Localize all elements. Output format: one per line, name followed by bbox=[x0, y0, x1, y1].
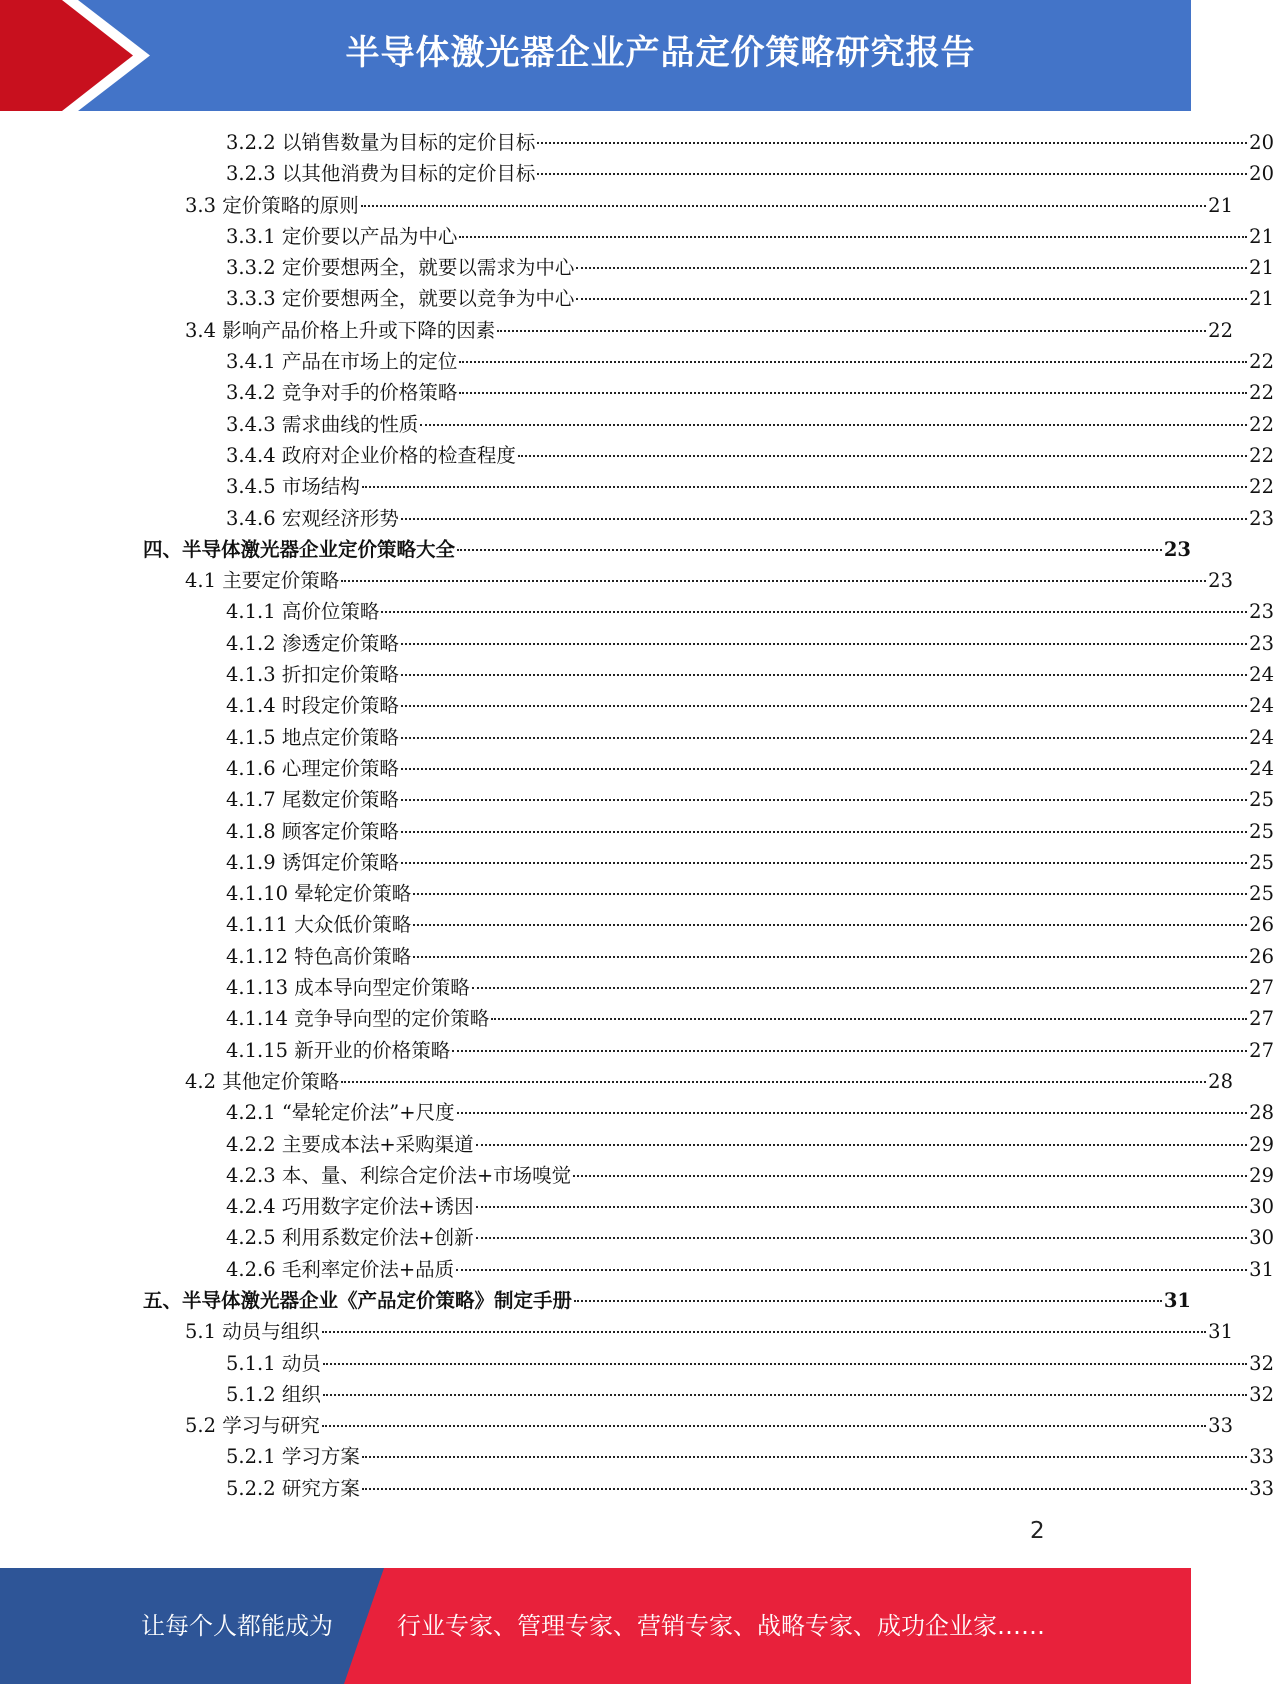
toc-entry[interactable] bbox=[0, 1410, 1233, 1441]
toc-entry-label: 4.1.11 大众低价策略 bbox=[226, 913, 412, 937]
toc-dot-leader bbox=[322, 1425, 1206, 1427]
toc-dot-leader bbox=[472, 987, 1247, 989]
toc-entry-label: 3.3 定价策略的原则 bbox=[185, 193, 359, 217]
toc-entry-label: 4.1.14 竞争导向型的定价策略 bbox=[226, 1007, 490, 1031]
toc-entry-label: 4.1.13 成本导向型定价策略 bbox=[226, 976, 470, 1000]
toc-dot-leader bbox=[341, 1081, 1206, 1083]
toc-entry[interactable] bbox=[0, 1473, 1274, 1504]
toc-dot-leader bbox=[401, 862, 1247, 864]
toc-dot-leader bbox=[476, 1206, 1248, 1208]
toc-entry-page: 32 bbox=[1249, 1382, 1274, 1406]
toc-entry-label: 3.2.3 以其他消费为目标的定价目标 bbox=[226, 162, 536, 186]
toc-entry-page: 28 bbox=[1249, 1101, 1274, 1125]
toc-entry[interactable] bbox=[0, 1222, 1274, 1253]
toc-entry-page: 23 bbox=[1249, 600, 1274, 624]
toc-entry[interactable] bbox=[0, 972, 1274, 1003]
toc-entry-page: 33 bbox=[1249, 1476, 1274, 1500]
toc-entry-label: 5.2 学习与研究 bbox=[185, 1414, 320, 1438]
toc-entry-page: 25 bbox=[1249, 882, 1274, 906]
toc-dot-leader bbox=[476, 1237, 1248, 1239]
toc-entry[interactable] bbox=[0, 503, 1274, 534]
toc-entry[interactable] bbox=[0, 909, 1274, 940]
toc-entry[interactable] bbox=[0, 440, 1274, 471]
toc-dot-leader bbox=[323, 1363, 1247, 1365]
toc-entry-page: 27 bbox=[1249, 1038, 1274, 1062]
toc-entry-label: 4.2.6 毛利率定价法+品质 bbox=[226, 1257, 455, 1281]
toc-entry-page: 25 bbox=[1249, 850, 1274, 874]
toc-entry-label: 五、半导体激光器企业《产品定价策略》制定手册 bbox=[143, 1288, 573, 1312]
toc-entry-page: 31 bbox=[1163, 1288, 1191, 1312]
toc-entry[interactable] bbox=[0, 1097, 1274, 1128]
toc-dot-leader bbox=[459, 392, 1247, 394]
toc-entry-label: 4.2.2 主要成本法+采购渠道 bbox=[226, 1132, 474, 1156]
toc-dot-leader bbox=[401, 705, 1247, 707]
toc-entry-page: 21 bbox=[1208, 193, 1233, 217]
toc-entry[interactable] bbox=[0, 409, 1274, 440]
toc-dot-leader bbox=[401, 674, 1247, 676]
toc-entry-label: 3.4.3 需求曲线的性质 bbox=[226, 412, 419, 436]
toc-entry-page: 22 bbox=[1208, 318, 1233, 342]
toc-entry-label: 4.1.5 地点定价策略 bbox=[226, 725, 399, 749]
table-of-contents bbox=[0, 127, 1274, 1504]
toc-dot-leader bbox=[576, 267, 1247, 269]
toc-dot-leader bbox=[401, 737, 1247, 739]
toc-entry-label: 4.2.1 “晕轮定价法”+尺度 bbox=[226, 1101, 455, 1125]
toc-entry[interactable] bbox=[0, 878, 1274, 909]
toc-entry[interactable] bbox=[0, 753, 1274, 784]
toc-entry-label: 4.1.10 晕轮定价策略 bbox=[226, 882, 412, 906]
toc-entry-page: 30 bbox=[1249, 1226, 1274, 1250]
page-header bbox=[0, 0, 1191, 111]
toc-entry-label: 4.1.12 特色高价策略 bbox=[226, 944, 412, 968]
toc-entry[interactable] bbox=[0, 847, 1274, 878]
toc-entry[interactable] bbox=[0, 1316, 1233, 1347]
toc-entry-label: 5.2.1 学习方案 bbox=[226, 1445, 360, 1469]
toc-entry-page: 32 bbox=[1249, 1351, 1274, 1375]
toc-entry-label: 4.1.2 渗透定价策略 bbox=[226, 631, 399, 655]
toc-dot-leader bbox=[361, 205, 1206, 207]
toc-entry-page: 31 bbox=[1249, 1257, 1274, 1281]
toc-entry[interactable] bbox=[0, 1066, 1233, 1097]
footer-slogan-right: 行业专家、管理专家、营销专家、战略专家、成功企业家…… bbox=[397, 1612, 1045, 1640]
toc-entry[interactable] bbox=[0, 1441, 1274, 1472]
toc-entry-label: 4.1.15 新开业的价格策略 bbox=[226, 1038, 451, 1062]
toc-entry-label: 3.4.4 政府对企业价格的检查程度 bbox=[226, 443, 516, 467]
toc-entry-page: 33 bbox=[1208, 1414, 1233, 1438]
toc-entry[interactable] bbox=[0, 941, 1274, 972]
toc-dot-leader bbox=[574, 1300, 1162, 1302]
toc-entry-label: 4.1.3 折扣定价策略 bbox=[226, 663, 399, 687]
toc-entry[interactable] bbox=[0, 1191, 1274, 1222]
toc-dot-leader bbox=[401, 518, 1247, 520]
toc-entry[interactable] bbox=[0, 1285, 1191, 1316]
toc-entry[interactable] bbox=[0, 1003, 1274, 1034]
toc-entry[interactable] bbox=[0, 346, 1274, 377]
toc-entry-page: 23 bbox=[1249, 506, 1274, 530]
toc-entry[interactable] bbox=[0, 1379, 1274, 1410]
toc-entry[interactable] bbox=[0, 628, 1274, 659]
toc-entry-label: 4.1.1 高价位策略 bbox=[226, 600, 380, 624]
toc-entry-label: 四、半导体激光器企业定价策略大全 bbox=[143, 537, 456, 561]
toc-dot-leader bbox=[401, 768, 1247, 770]
toc-entry[interactable] bbox=[0, 722, 1274, 753]
page-footer bbox=[0, 1568, 1191, 1684]
page-title: 半导体激光器企业产品定价策略研究报告 bbox=[345, 33, 976, 73]
toc-entry-page: 24 bbox=[1249, 725, 1274, 749]
toc-dot-leader bbox=[381, 611, 1247, 613]
toc-dot-leader bbox=[452, 1050, 1247, 1052]
toc-entry-page: 28 bbox=[1208, 1069, 1233, 1093]
toc-dot-leader bbox=[476, 1144, 1248, 1146]
toc-dot-leader bbox=[537, 173, 1247, 175]
toc-entry-page: 27 bbox=[1249, 976, 1274, 1000]
toc-dot-leader bbox=[457, 549, 1162, 551]
toc-entry[interactable] bbox=[0, 1035, 1274, 1066]
toc-dot-leader bbox=[518, 455, 1247, 457]
toc-entry-label: 3.4.2 竞争对手的价格策略 bbox=[226, 381, 458, 405]
toc-dot-leader bbox=[459, 361, 1247, 363]
footer-slogan-left: 让每个人都能成为 bbox=[141, 1612, 333, 1640]
toc-dot-leader bbox=[576, 298, 1247, 300]
toc-entry[interactable] bbox=[0, 377, 1274, 408]
toc-dot-leader bbox=[413, 924, 1247, 926]
toc-entry[interactable] bbox=[0, 1348, 1274, 1379]
toc-entry-label: 4.2.4 巧用数字定价法+诱因 bbox=[226, 1195, 474, 1219]
toc-entry[interactable] bbox=[0, 127, 1274, 158]
toc-entry-label: 5.1.1 动员 bbox=[226, 1351, 321, 1375]
toc-entry[interactable] bbox=[0, 816, 1274, 847]
toc-entry[interactable] bbox=[0, 283, 1274, 314]
toc-entry-page: 26 bbox=[1249, 944, 1274, 968]
toc-entry[interactable] bbox=[0, 659, 1274, 690]
toc-entry-page: 21 bbox=[1249, 287, 1274, 311]
toc-entry-label: 4.1.4 时段定价策略 bbox=[226, 694, 399, 718]
toc-entry[interactable] bbox=[0, 221, 1274, 252]
toc-entry-page: 30 bbox=[1249, 1195, 1274, 1219]
toc-dot-leader bbox=[573, 1175, 1247, 1177]
toc-dot-leader bbox=[413, 893, 1247, 895]
toc-dot-leader bbox=[323, 1394, 1247, 1396]
toc-dot-leader bbox=[322, 1331, 1206, 1333]
toc-entry-label: 4.1.8 顾客定价策略 bbox=[226, 819, 399, 843]
toc-dot-leader bbox=[420, 424, 1247, 426]
toc-entry[interactable] bbox=[0, 471, 1274, 502]
toc-entry[interactable] bbox=[0, 690, 1274, 721]
toc-dot-leader bbox=[401, 643, 1247, 645]
toc-entry-page: 31 bbox=[1208, 1320, 1233, 1344]
toc-entry-page: 25 bbox=[1249, 819, 1274, 843]
toc-dot-leader bbox=[341, 580, 1206, 582]
toc-entry-page: 22 bbox=[1249, 412, 1274, 436]
toc-entry-label: 4.2.3 本、量、利综合定价法+市场嗅觉 bbox=[226, 1163, 572, 1187]
toc-entry[interactable] bbox=[0, 1254, 1274, 1285]
toc-dot-leader bbox=[362, 1488, 1247, 1490]
toc-entry-page: 27 bbox=[1249, 1007, 1274, 1031]
toc-entry-label: 3.2.2 以销售数量为目标的定价目标 bbox=[226, 131, 536, 154]
toc-entry[interactable] bbox=[0, 252, 1274, 283]
toc-entry-page: 20 bbox=[1249, 131, 1274, 154]
toc-entry-page: 29 bbox=[1249, 1163, 1274, 1187]
toc-entry-page: 20 bbox=[1249, 162, 1274, 186]
toc-entry-page: 23 bbox=[1163, 537, 1191, 561]
toc-dot-leader bbox=[362, 1456, 1247, 1458]
toc-entry-label: 3.3.3 定价要想两全，就要以竞争为中心 bbox=[226, 287, 575, 311]
toc-dot-leader bbox=[497, 330, 1206, 332]
toc-entry-page: 26 bbox=[1249, 913, 1274, 937]
toc-dot-leader bbox=[456, 1269, 1247, 1271]
toc-dot-leader bbox=[491, 1018, 1247, 1020]
toc-dot-leader bbox=[401, 831, 1247, 833]
toc-entry-page: 24 bbox=[1249, 663, 1274, 687]
toc-dot-leader bbox=[401, 799, 1247, 801]
toc-entry-page: 23 bbox=[1249, 631, 1274, 655]
toc-entry-label: 3.4.1 产品在市场上的定位 bbox=[226, 350, 458, 374]
toc-entry-label: 4.2 其他定价策略 bbox=[185, 1069, 340, 1093]
toc-entry[interactable] bbox=[0, 315, 1233, 346]
toc-entry[interactable] bbox=[0, 190, 1233, 221]
toc-entry-page: 22 bbox=[1249, 443, 1274, 467]
toc-entry[interactable] bbox=[0, 534, 1191, 565]
toc-entry-label: 3.4.5 市场结构 bbox=[226, 475, 360, 499]
toc-entry[interactable] bbox=[0, 1129, 1274, 1160]
toc-entry-label: 5.1 动员与组织 bbox=[185, 1320, 320, 1344]
toc-entry-label: 5.2.2 研究方案 bbox=[226, 1476, 360, 1500]
toc-entry-label: 4.1 主要定价策略 bbox=[185, 569, 340, 593]
toc-entry-label: 3.3.2 定价要想两全，就要以需求为中心 bbox=[226, 256, 575, 280]
toc-entry-page: 24 bbox=[1249, 694, 1274, 718]
toc-entry-label: 5.1.2 组织 bbox=[226, 1382, 321, 1406]
toc-entry-label: 3.4 影响产品价格上升或下降的因素 bbox=[185, 318, 496, 342]
toc-entry[interactable] bbox=[0, 784, 1274, 815]
toc-dot-leader bbox=[537, 142, 1247, 144]
toc-entry-label: 4.1.6 心理定价策略 bbox=[226, 756, 399, 780]
toc-entry[interactable] bbox=[0, 1160, 1274, 1191]
toc-dot-leader bbox=[457, 1112, 1248, 1114]
toc-entry-page: 33 bbox=[1249, 1445, 1274, 1469]
toc-entry-label: 3.4.6 宏观经济形势 bbox=[226, 506, 399, 530]
toc-entry-page: 29 bbox=[1249, 1132, 1274, 1156]
toc-entry[interactable] bbox=[0, 158, 1274, 189]
toc-entry-label: 4.1.9 诱饵定价策略 bbox=[226, 850, 399, 874]
toc-entry-page: 23 bbox=[1208, 569, 1233, 593]
toc-dot-leader bbox=[459, 236, 1247, 238]
toc-entry-label: 3.3.1 定价要以产品为中心 bbox=[226, 224, 458, 248]
toc-entry-page: 25 bbox=[1249, 788, 1274, 812]
toc-dot-leader bbox=[413, 956, 1247, 958]
toc-dot-leader bbox=[362, 486, 1247, 488]
toc-entry-page: 24 bbox=[1249, 756, 1274, 780]
toc-entry-page: 21 bbox=[1249, 256, 1274, 280]
page-number: 2 bbox=[1030, 1518, 1045, 1544]
toc-entry-page: 22 bbox=[1249, 350, 1274, 374]
red-chevron bbox=[0, 0, 133, 111]
toc-entry-page: 22 bbox=[1249, 475, 1274, 499]
toc-entry[interactable] bbox=[0, 565, 1233, 596]
toc-entry-page: 22 bbox=[1249, 381, 1274, 405]
toc-entry-label: 4.2.5 利用系数定价法+创新 bbox=[226, 1226, 474, 1250]
toc-entry-page: 21 bbox=[1249, 224, 1274, 248]
toc-entry-label: 4.1.7 尾数定价策略 bbox=[226, 788, 399, 812]
toc-entry[interactable] bbox=[0, 596, 1274, 627]
